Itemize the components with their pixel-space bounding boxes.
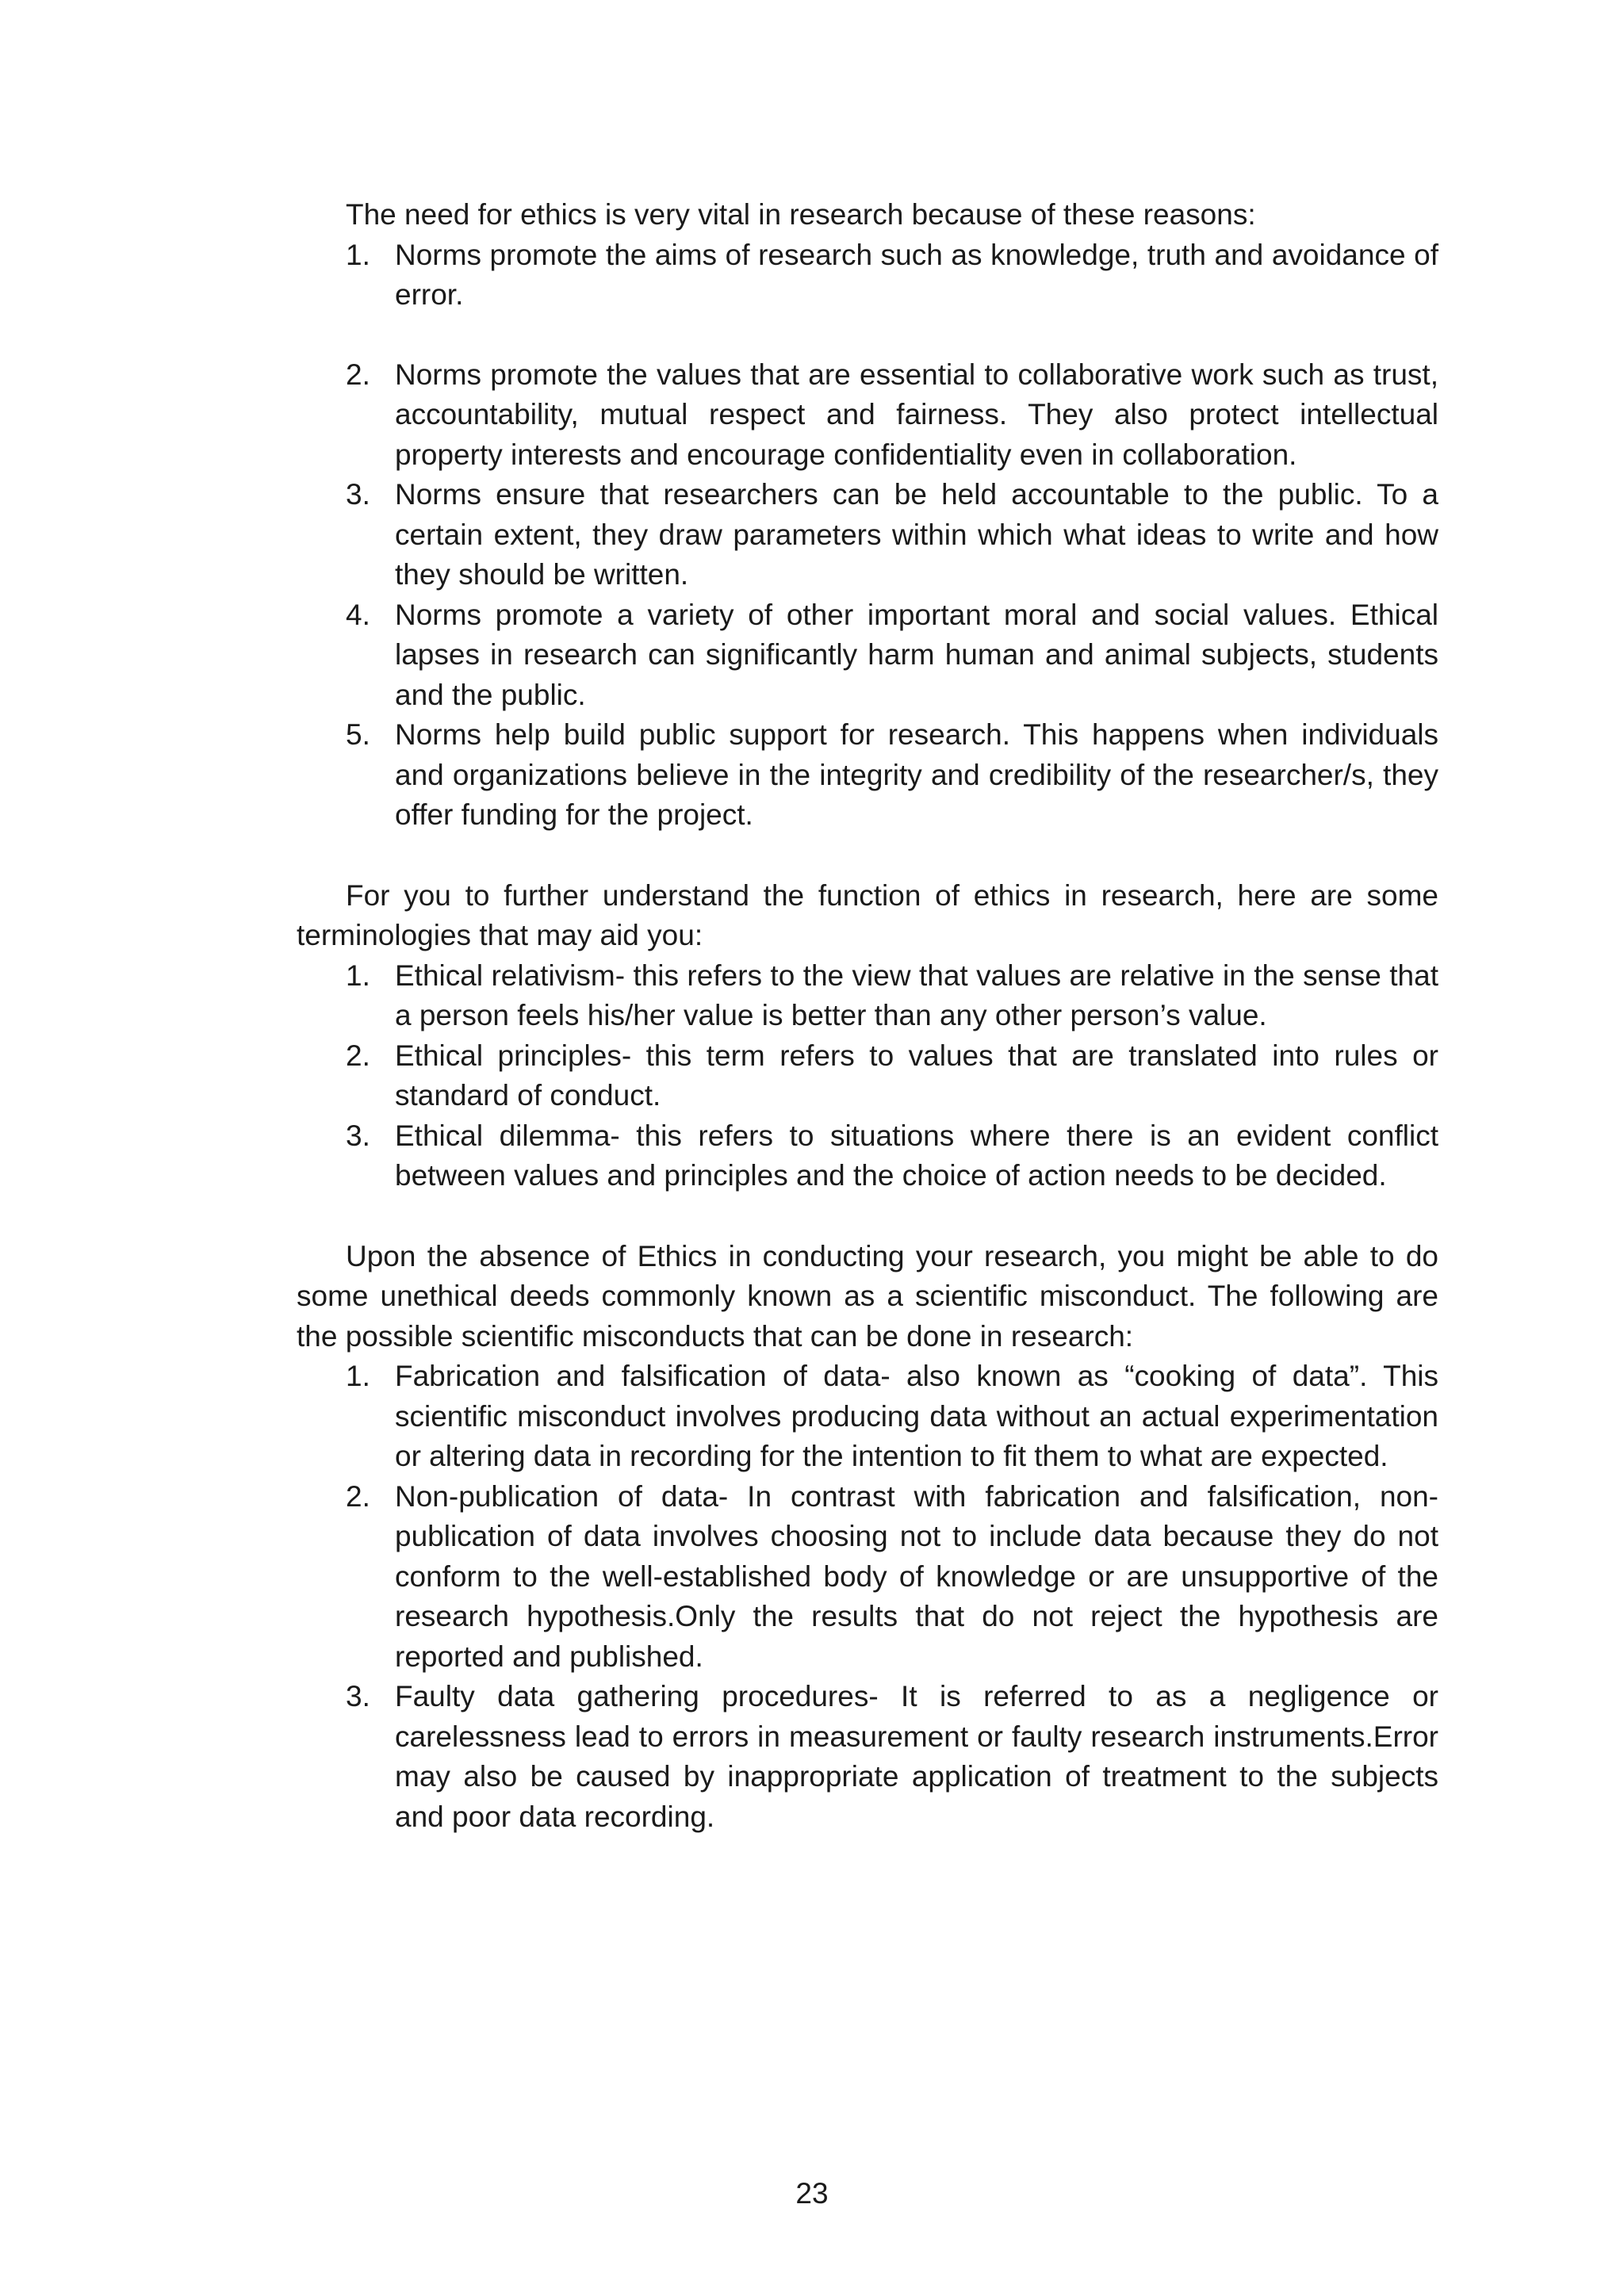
list-item-text: Ethical principles- this term refers to values that are translated into rules or standard of conduct. [395, 1039, 1438, 1112]
reasons-list [297, 235, 1438, 316]
page-number: 23 [795, 2177, 829, 2210]
document-body [297, 195, 1438, 1837]
spacer [297, 1196, 1438, 1237]
list-number: 2. [346, 358, 370, 391]
list-number: 1. [346, 1360, 370, 1392]
list-item [297, 1116, 1438, 1196]
list-item [297, 1677, 1438, 1837]
list-item-text: Norms promote the values that are essential to collaborative work such as trust, accountability, mutual respect and fairness. They also protect intellectual property interests and encourage confidentiality even in collaboration. [395, 358, 1438, 471]
spacer [297, 316, 1438, 355]
list-item-text: Faulty data gathering procedures- It is referred to as a negligence or carelessness lead to errors in measurement or faulty research instruments.Error may also be caused by inappropriate application of treatment to the subjects and poor data recording. [395, 1680, 1438, 1833]
list-item [297, 595, 1438, 716]
list-number: 4. [346, 598, 370, 631]
list-item-text: Norms promote the aims of research such as knowledge, truth and avoidance of error. [395, 238, 1438, 311]
list-number: 2. [346, 1039, 370, 1072]
list-number: 1. [346, 959, 370, 992]
list-number: 3. [346, 478, 370, 511]
spacer [297, 836, 1438, 876]
misconducts-list [297, 1357, 1438, 1837]
section1-intro: The need for ethics is very vital in research because of these reasons: [346, 198, 1256, 231]
list-item-text: Norms help build public support for research. This happens when individuals and organizations believe in the integrity and credibility of the researcher/s, they offer funding for the project. [395, 718, 1438, 831]
list-number: 1. [346, 238, 370, 271]
list-item [297, 355, 1438, 476]
list-item [297, 235, 1438, 316]
list-item [297, 475, 1438, 595]
list-number: 2. [346, 1479, 370, 1513]
section3-intro: Upon the absence of Ethics in conducting your research, you might be able to do some unethical deeds commonly known as a scientific misconduct. The following are the possible scientific misconducts that can be done in research: [297, 1239, 1438, 1353]
terminologies-list [297, 956, 1438, 1196]
list-item-text: Norms ensure that researchers can be held accountable to the public. To a certain extent, they draw parameters within which what ideas to write and how they should be written. [395, 478, 1438, 591]
list-item [297, 1477, 1438, 1678]
list-number: 3. [346, 1680, 370, 1712]
list-item [297, 956, 1438, 1036]
list-item-text: Non-publication of data- In contrast with fabrication and falsification, non-publication of data involves choosing not to include data because they do not conform to the well-established body of knowledge or are unsupportive of the research hypothesis.Only the results that do not reject the hypothesis are reported and published. [395, 1479, 1438, 1673]
list-item-text: Fabrication and falsification of data- also known as “cooking of data”. This scientific misconduct involves producing data without an actual experimentation or altering data in recording for the intention to fit them to what are expected. [395, 1360, 1438, 1472]
list-item-text: Ethical relativism- this refers to the view that values are relative in the sense that a person feels his/her value is better than any other person’s value. [395, 959, 1438, 1031]
list-item-text: Ethical dilemma- this refers to situations where there is an evident conflict between values and principles and the choice of action needs to be decided. [395, 1119, 1438, 1192]
section2-intro: For you to further understand the function of ethics in research, here are some terminologies that may aid you: [297, 878, 1438, 951]
list-item-text: Norms promote a variety of other important moral and social values. Ethical lapses in research can significantly harm human and animal subjects, students and the public. [395, 598, 1438, 711]
list-item [297, 1036, 1438, 1116]
list-item [297, 715, 1438, 836]
list-item [297, 1357, 1438, 1477]
list-number: 5. [346, 718, 370, 751]
reasons-list-continued [297, 355, 1438, 836]
list-number: 3. [346, 1119, 370, 1152]
